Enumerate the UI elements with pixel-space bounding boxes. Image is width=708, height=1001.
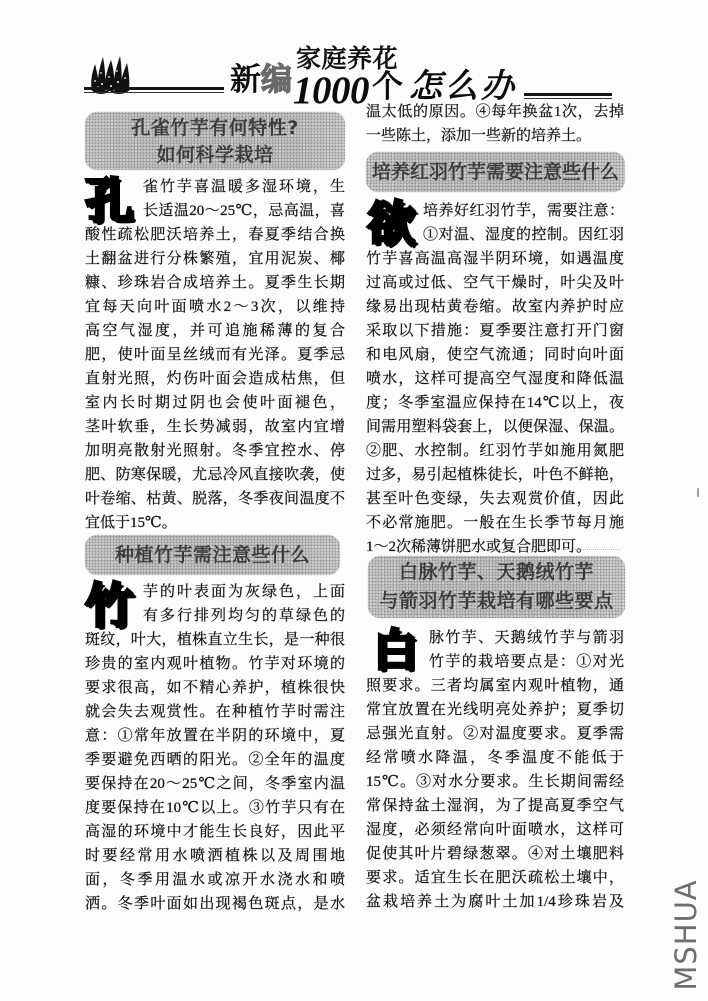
text-line: 度要保持在10℃以上。③竹芋只有在 xyxy=(85,800,345,816)
text-line: 加明亮散射光照射。冬季宜控水、停 xyxy=(85,443,345,459)
masthead-title-unit: 个 xyxy=(372,69,403,105)
text-line: 度；冬季室温应保持在14℃以上，夜 xyxy=(366,395,624,411)
text-line: 培养好红羽竹芋，需要注意： xyxy=(423,203,624,219)
text-line: 茎叶软垂，生长势减弱，故室内宜增 xyxy=(85,419,345,435)
text-line: ①对温、湿度的控制。因红羽 xyxy=(423,227,624,243)
text-line: 1～2次稀薄饼肥水或复合肥即可。 xyxy=(366,539,592,555)
text-line: 洒。冬季叶面如出现褐色斑点，是水 xyxy=(85,896,345,912)
text-line: 斑纹，叶大，植株直立生长，是一种很 xyxy=(85,632,345,648)
text-line: 宜每天向叶面喷水2～3次，以维持 xyxy=(85,299,345,315)
masthead-title-number: 1000 xyxy=(293,69,369,112)
text-line: 肥、防寒保暖，尤忌冷风直接吹袭，使 xyxy=(85,467,345,483)
section-heading-box xyxy=(85,112,345,170)
text-line: 叶卷缩、枯黄、脱落，冬季夜间温度不 xyxy=(85,491,345,507)
text-line: 雀竹芋喜温暖多湿环境，生 xyxy=(143,179,345,195)
text-line: 经常喷水降温，冬季温度不能低于 xyxy=(366,750,624,766)
drop-cap: 欲 xyxy=(367,196,416,252)
text-line: 忌强光直射。②对温度要求。夏季需 xyxy=(366,726,624,742)
text-line: 时要经常用水喷洒植株以及周围地 xyxy=(85,848,345,864)
section-heading-box xyxy=(368,556,625,618)
text-line: ②肥、水控制。红羽竹芋如施用氮肥 xyxy=(366,443,624,459)
section-heading-line: 如何科学栽培 xyxy=(156,144,274,166)
text-line: 意：①常年放置在半阴的环境中，夏 xyxy=(85,728,345,744)
text-line: 15℃。③对水分要求。生长期间需经 xyxy=(366,774,624,790)
masthead-rule-right-thin xyxy=(524,98,612,99)
drop-cap: 白 xyxy=(373,625,417,676)
text-line: 土翻盆进行分株繁殖，宜用泥炭、椰 xyxy=(85,251,345,267)
article-continuation xyxy=(366,100,624,148)
article-body xyxy=(366,196,624,559)
masthead-title-end: 怎么办 xyxy=(409,66,517,105)
text-line: 常宜放置在光线明亮处养护；夏季切 xyxy=(366,702,624,718)
scan-artifact-mark xyxy=(697,488,699,497)
text-line: 和电风扇，使空气流通；同时向叶面 xyxy=(366,347,624,363)
text-line: 肥，使叶面呈丝绒而有光泽。夏季忌 xyxy=(85,347,345,363)
text-line: 湿度，必须经常向叶面喷水，这样可 xyxy=(366,822,624,838)
watermark: MSHUA xyxy=(669,879,703,991)
scan-artifact-dots xyxy=(440,549,620,550)
article-body xyxy=(366,626,624,914)
drop-cap: 孔 xyxy=(85,173,134,229)
text-line: 喷水，这样可提高空气湿度和降低温 xyxy=(366,371,624,387)
text-line: 要求很高，如不精心养护，植株很快 xyxy=(85,680,345,696)
text-line: 芋的叶表面为灰绿色，上面 xyxy=(143,584,345,600)
text-line: 糠、珍珠岩合成培养土。夏季生长期 xyxy=(85,275,345,291)
masthead-title-bian: 编 xyxy=(261,62,292,98)
text-line: 温太低的原因。④每年换盆1次，去掉 xyxy=(366,104,624,120)
text-line: 季要避免西晒的阳光。②全年的温度 xyxy=(85,752,345,768)
masthead-rule-left xyxy=(84,87,224,90)
drop-cap: 竹 xyxy=(85,578,134,634)
section-heading-line: 培养红羽竹芋需要注意些什么 xyxy=(371,161,619,183)
section-heading-line: 孔雀竹芋有何特性? xyxy=(131,117,299,139)
text-line: 过多，易引起植株徒长，叶色不鲜艳， xyxy=(366,467,624,483)
masthead-rule-right xyxy=(524,93,612,96)
text-line: 竹芋喜高温高湿半阴环境，如遇温度 xyxy=(366,251,624,267)
section-heading-line: 白脉竹芋、天鹅绒竹芋 xyxy=(398,561,594,583)
section-heading-line: 种植竹芋需注意些什么 xyxy=(114,544,310,566)
text-line: 就会失去观赏性。在种植竹芋时需注 xyxy=(85,704,345,720)
text-line: 一些陈土，添加一些新的培养土。 xyxy=(366,128,592,144)
text-line: 过高或过低、空气干燥时，叶尖及叶 xyxy=(366,275,624,291)
text-line: 要保持在20～25℃之间，冬季室内温 xyxy=(85,776,345,792)
text-line: 促使其叶片碧绿葱翠。④对土壤肥料 xyxy=(366,846,624,862)
text-line: 竹芋的栽培要点是：①对光 xyxy=(429,654,624,670)
text-line: 间需用塑料袋套上，以便保湿、保温。 xyxy=(366,419,624,435)
text-line: 高湿的环境中才能生长良好，因此平 xyxy=(85,824,345,840)
text-line: 酸性疏松肥沃培养土，春夏季结合换 xyxy=(85,227,345,243)
article-body xyxy=(85,175,345,535)
masthead-rule-left-thin xyxy=(84,92,224,93)
text-line: 珍贵的室内观叶植物。竹芋对环境的 xyxy=(85,656,345,672)
text-line: 采取以下措施：夏季要注意打开门窗 xyxy=(366,323,624,339)
text-line: 缘易出现枯黄卷缩。故室内养护时应 xyxy=(366,299,624,315)
text-line: 照要求。三者均属室内观叶植物，通 xyxy=(366,678,624,694)
text-line: 要求。适宜生长在肥沃疏松土壤中， xyxy=(366,870,624,886)
text-line: 室内长时期过阴也会使叶面褪色， xyxy=(85,395,345,411)
text-line: 宜低于15℃。 xyxy=(85,515,177,531)
text-line: 面，冬季用温水或凉开水浇水和喷 xyxy=(85,872,345,888)
text-line: 直射光照，灼伤叶面会造成枯焦，但 xyxy=(85,371,345,387)
text-line: 不必常施肥。一般在生长季节每月施 xyxy=(366,515,624,531)
masthead-title-top: 家庭养花 xyxy=(296,44,399,73)
masthead-title-xin: 新 xyxy=(230,62,261,98)
text-line: 盆栽培养土为腐叶土加1/4珍珠岩及 xyxy=(366,894,624,910)
section-heading-box xyxy=(366,152,625,192)
section-heading-box xyxy=(85,535,340,575)
section-heading-line: 与箭羽竹芋栽培有哪些要点 xyxy=(379,590,614,612)
text-line: 常保持盆土湿润，为了提高夏季空气 xyxy=(366,798,624,814)
text-line: 脉竹芋、天鹅绒竹芋与箭羽 xyxy=(429,630,624,646)
text-line: 高空气湿度，并可追施稀薄的复合 xyxy=(85,323,345,339)
text-line: 有多行排列均匀的草绿色的 xyxy=(143,608,345,624)
text-line: 甚至叶色变绿，失去观赏价值，因此 xyxy=(366,491,624,507)
article-body xyxy=(85,580,345,916)
text-line: 长适温20～25℃，忌高温，喜 xyxy=(143,203,345,219)
